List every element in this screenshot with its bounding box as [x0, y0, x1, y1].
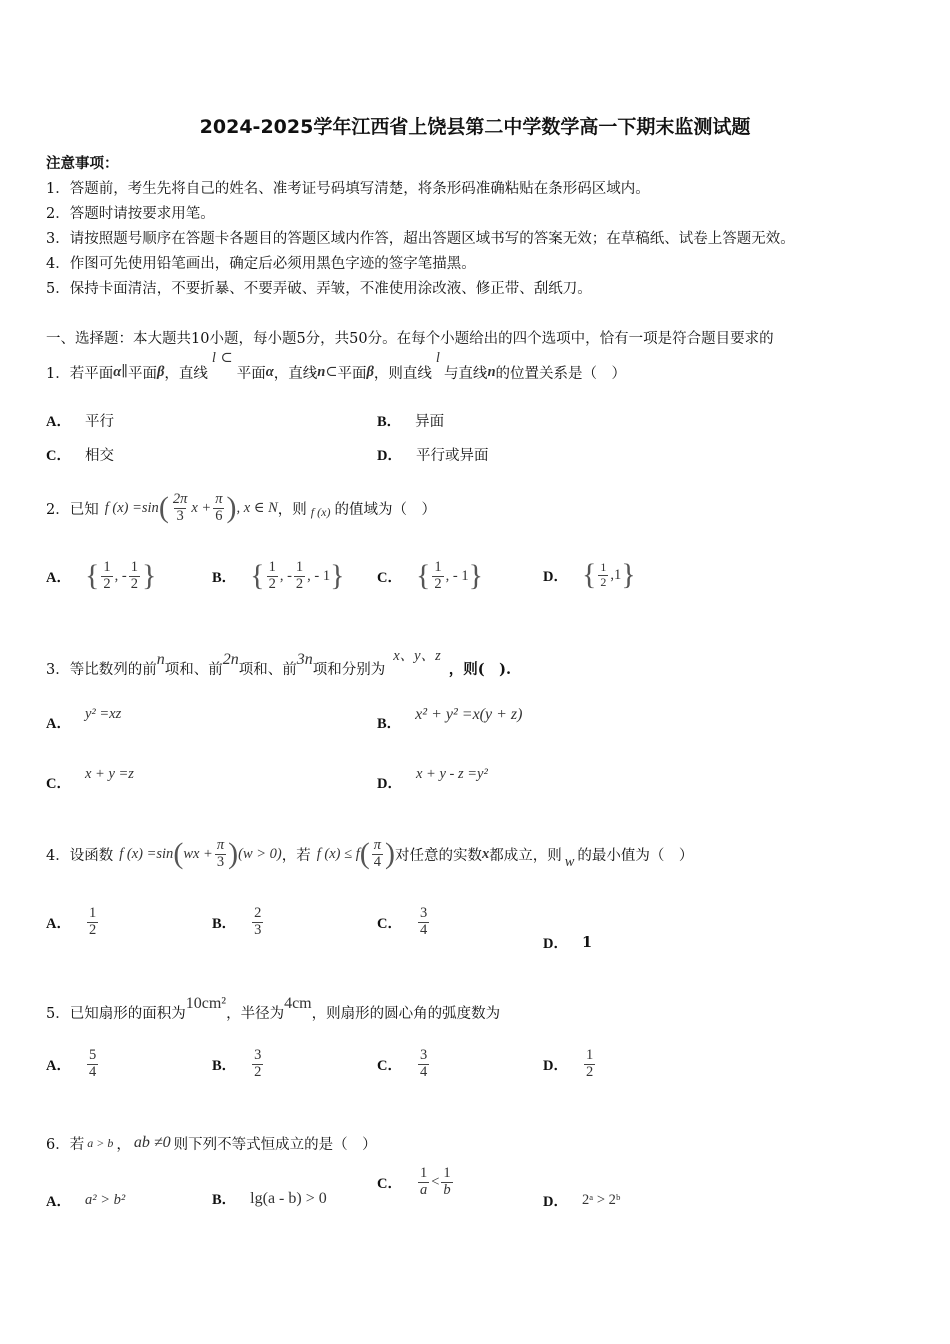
q1-option-d[interactable] [377, 444, 488, 465]
option-label: A． [46, 569, 71, 586]
option-label: D． [543, 1194, 568, 1210]
section-heading: 一、选择题：本大题共10小题，每小题5分，共50分。在每个小题给出的四个选项中，恰有一项是符合题目要求的 [46, 331, 774, 347]
brace-right: } [468, 559, 484, 593]
q6-text: 6．若 [46, 1136, 85, 1153]
numerator: 1 [103, 559, 111, 575]
q3-3n: 3n [296, 651, 313, 668]
q1-subset: ⊂ [325, 363, 338, 380]
option-label: A． [46, 1057, 71, 1074]
separator: , - [114, 567, 127, 584]
numerator: 1 [295, 559, 304, 575]
q1-text: ，直线 [273, 365, 318, 382]
paren-left: ( [359, 837, 370, 870]
option-label: D． [543, 1057, 568, 1074]
q1-beta: β [366, 363, 374, 380]
q3-option-a[interactable] [46, 706, 122, 733]
q4-condition: (w > 0) [238, 845, 282, 862]
brace-right: } [141, 559, 157, 593]
option-text: 平行或异面 [415, 448, 489, 464]
q2-text: 2．已知 [46, 501, 99, 518]
q4-option-c[interactable] [377, 906, 431, 939]
denominator: 2 [254, 1063, 262, 1080]
q4-text: 4．设函数 [46, 847, 114, 864]
paren-right: ) [384, 837, 395, 870]
denominator: a [419, 1181, 428, 1198]
option-label: C． [377, 1057, 402, 1074]
separator: ,1 [610, 566, 622, 583]
paren-left: ( [158, 491, 169, 524]
q2-domain: , x ∈ N [236, 499, 278, 516]
option-label: D． [377, 448, 402, 464]
q1-beta: β [156, 363, 165, 380]
numerator: 1 [419, 1165, 428, 1181]
option-label: B． [212, 1192, 237, 1208]
q1-alpha: α [265, 363, 274, 380]
option-label: A． [46, 915, 71, 932]
q4-text: 对任意的实数 [394, 847, 482, 864]
q1-text: 的位置关系是（ ） [495, 365, 627, 382]
fraction [294, 560, 305, 593]
option-label: B． [377, 414, 402, 430]
option-label: C． [46, 776, 71, 792]
q1-n: n [317, 363, 326, 380]
q1-parallel: ∥ [121, 363, 128, 380]
option-math: 2ᵃ > 2ᵇ [581, 1192, 621, 1208]
q3-text: ，则( ). [448, 660, 512, 678]
q2-function: f (x) =sin [104, 499, 159, 516]
fraction [87, 1048, 98, 1081]
q4-inequality: f (x) ≤ f [316, 845, 360, 862]
fraction [252, 906, 263, 939]
option-label: C． [377, 569, 402, 586]
notice-item: 4．作图可先使用铅笔画出，确定后必须用黑色字迹的签字笔描黑。 [46, 256, 476, 272]
option-text: 异面 [415, 414, 445, 430]
denominator: 2 [434, 575, 442, 592]
numerator: 1 [443, 1165, 451, 1181]
option-label: A． [46, 716, 71, 732]
q5-option-c[interactable] [377, 1048, 431, 1081]
fraction [252, 1048, 263, 1081]
numerator: 2π [172, 490, 188, 507]
q3-text: 3．等比数列的前 [46, 661, 157, 678]
q4-option-a[interactable] [46, 906, 100, 939]
q2-option-a[interactable] [46, 560, 156, 593]
numerator: 1 [434, 559, 442, 575]
q1-text: 平面 [337, 365, 367, 382]
q6-option-c[interactable] [377, 1166, 455, 1199]
question-1 [46, 349, 627, 392]
notice-item: 1．答题前，考生先将自己的姓名、准考证号码填写清楚，将条形码准确粘贴在条形码区域内。 [46, 181, 650, 197]
q2-fx: f (x) [310, 504, 331, 519]
denominator: 4 [419, 1063, 428, 1080]
q1-l: l [211, 349, 216, 366]
fraction [101, 560, 112, 593]
question-4 [46, 826, 693, 882]
fraction [441, 1166, 452, 1199]
q2-term: x + [191, 499, 212, 516]
q1-text: 平面 [127, 365, 157, 382]
option-text: 1 [581, 934, 593, 951]
brace-left: { [250, 559, 265, 593]
q2-option-b[interactable] [212, 560, 345, 593]
q5-option-d[interactable] [543, 1048, 597, 1081]
q4-x: x [481, 845, 490, 862]
q6-text: 则下列不等式恒成立的是（ ） [173, 1136, 377, 1153]
denominator: 4 [88, 1063, 97, 1080]
q4-option-b[interactable] [212, 906, 265, 939]
q1-option-a[interactable] [46, 410, 114, 431]
q1-text: ，直线 [164, 365, 208, 382]
q3-text: 项和分别为 [312, 661, 386, 678]
fraction [215, 838, 226, 871]
q6-text: ， [116, 1136, 131, 1153]
q1-option-c[interactable] [46, 444, 114, 465]
fraction [87, 906, 98, 939]
numerator: 1 [585, 1047, 594, 1063]
option-label: A． [46, 414, 71, 430]
fraction [418, 1166, 429, 1199]
q3-2n: 2n [222, 651, 239, 668]
option-label: B． [212, 1057, 237, 1074]
option-label: D． [377, 776, 402, 792]
brace-left: { [581, 558, 597, 591]
option-text: 平行 [84, 414, 114, 430]
fraction [267, 560, 278, 593]
less-than: < [431, 1173, 440, 1190]
question-5 [46, 994, 500, 1030]
notice-heading: 注意事项： [46, 155, 119, 172]
q4-function: f (x) =sin [119, 845, 174, 862]
q6-option-b[interactable] [212, 1188, 327, 1209]
q5-text: ，半径为 [226, 1005, 285, 1022]
numerator: 3 [419, 905, 428, 921]
option-label: D． [543, 568, 568, 585]
denominator: 2 [130, 575, 138, 592]
paren-right: ) [226, 491, 237, 524]
q1-text: 与直线 [443, 365, 488, 382]
denominator: 3 [254, 921, 262, 938]
denominator: 2 [268, 575, 276, 592]
q1-text: 1．若平面 [46, 365, 114, 382]
q2-text: 的值域为（ ） [334, 501, 436, 518]
q1-n: n [487, 363, 496, 380]
numerator: 1 [268, 559, 276, 575]
option-label: B． [212, 569, 237, 586]
numerator: 3 [254, 1047, 262, 1063]
fraction [372, 838, 383, 871]
option-label: B． [212, 915, 237, 932]
q3-text: 项和、前 [164, 661, 223, 678]
denominator: 2 [103, 575, 111, 592]
option-label: C． [377, 915, 402, 932]
separator: , - 1 [307, 567, 331, 584]
q1-alpha: α [113, 363, 122, 380]
numerator: π [215, 490, 223, 507]
fraction [171, 492, 190, 525]
denominator: 4 [373, 853, 381, 870]
question-3 [46, 647, 512, 686]
notice-item: 2．答题时请按要求用笔。 [46, 206, 215, 222]
q4-term: wx + [183, 845, 213, 862]
q5-radius: 4cm [284, 995, 312, 1012]
question-6 [46, 1130, 377, 1156]
q2-text: ，则 [277, 501, 307, 518]
q1-text: 平面 [236, 365, 266, 382]
numerator: 1 [600, 560, 607, 575]
brace-right: } [330, 559, 345, 593]
numerator: 1 [88, 905, 97, 921]
option-math: x + y - z =y² [415, 766, 488, 782]
denominator: 2 [88, 921, 97, 938]
q5-text: ，则扇形的圆心角的弧度数为 [311, 1005, 501, 1022]
fraction [598, 561, 608, 588]
denominator: 2 [585, 1063, 594, 1080]
q1-subset: ⊂ [220, 349, 233, 366]
paren-left: ( [173, 837, 184, 870]
option-label: D． [543, 936, 568, 952]
option-math: y² =xz [84, 706, 122, 722]
option-math: a² > b² [84, 1192, 126, 1208]
denominator: 6 [215, 507, 223, 524]
fraction [418, 1048, 429, 1081]
paren-right: ) [228, 837, 239, 870]
denominator: 2 [600, 574, 607, 589]
option-math: x² + y² =x(y + z) [415, 705, 523, 723]
q2-option-c[interactable] [377, 560, 483, 593]
q6-option-a[interactable] [46, 1190, 125, 1211]
q5-area: 10cm² [185, 995, 227, 1012]
brace-left: { [415, 559, 431, 593]
notice-item: 3．请按照题号顺序在答题卡各题目的答题区域内作答，超出答题区域书写的答案无效；在草稿纸、试卷上答题无效。 [46, 231, 795, 247]
denominator: 3 [216, 853, 225, 870]
q4-w: w [564, 853, 575, 870]
q6-condition: ab ≠0 [133, 1134, 171, 1151]
brace-right: } [621, 558, 636, 591]
q6-condition: a > b [87, 1135, 114, 1150]
q3-option-d[interactable] [377, 766, 488, 793]
q4-text: ，若 [281, 847, 311, 864]
q1-text: ，则直线 [373, 365, 432, 382]
q4-text: 的最小值为（ ） [577, 847, 694, 864]
separator: , - 1 [445, 567, 469, 584]
denominator: 3 [176, 507, 184, 524]
q3-text: 项和、前 [238, 661, 297, 678]
fraction [584, 1048, 595, 1081]
q1-option-b[interactable] [377, 410, 444, 431]
option-label: A． [46, 1194, 71, 1210]
q1-l-subset [212, 350, 233, 367]
q3-option-b[interactable] [377, 705, 523, 733]
q1-l: l [435, 349, 440, 366]
q5-text: 5．已知扇形的面积为 [46, 1005, 186, 1022]
denominator: 4 [419, 921, 428, 938]
option-text: 相交 [84, 448, 114, 464]
q3-option-c[interactable] [46, 766, 134, 793]
q5-option-b[interactable] [212, 1048, 265, 1081]
fraction [418, 906, 429, 939]
option-label: C． [377, 1175, 402, 1192]
q4-option-d[interactable] [543, 932, 592, 953]
q4-text: 都成立，则 [489, 847, 562, 864]
fraction [213, 492, 224, 525]
option-math: x + y =z [84, 766, 134, 782]
option-math: lg(a - b) > 0 [250, 1189, 327, 1207]
q6-option-d[interactable] [543, 1190, 620, 1211]
numerator: π [373, 836, 381, 853]
denominator: b [443, 1181, 451, 1198]
numerator: 3 [419, 1047, 428, 1063]
fraction [432, 560, 443, 593]
denominator: 2 [295, 575, 304, 592]
option-label: B． [377, 716, 402, 732]
question-2 [46, 480, 436, 536]
separator: , - [279, 567, 292, 584]
q3-n: n [156, 651, 165, 668]
notice-item: 5．保持卡面清洁，不要折暴、不要弄破、弄皱，不准使用涂改液、修正带、刮纸刀。 [46, 281, 592, 297]
numerator: 1 [130, 559, 138, 575]
q2-option-d[interactable] [543, 560, 636, 590]
page-title: 2024-2025学年江西省上饶县第二中学数学高一下期末监测试题 [199, 116, 751, 138]
numerator: π [216, 836, 225, 853]
numerator: 5 [88, 1047, 97, 1063]
q3-xyz: x、y、z [393, 647, 441, 664]
numerator: 2 [254, 905, 262, 921]
brace-left: { [84, 559, 100, 593]
q5-option-a[interactable] [46, 1048, 100, 1081]
option-label: C． [46, 448, 71, 464]
fraction [129, 560, 140, 593]
